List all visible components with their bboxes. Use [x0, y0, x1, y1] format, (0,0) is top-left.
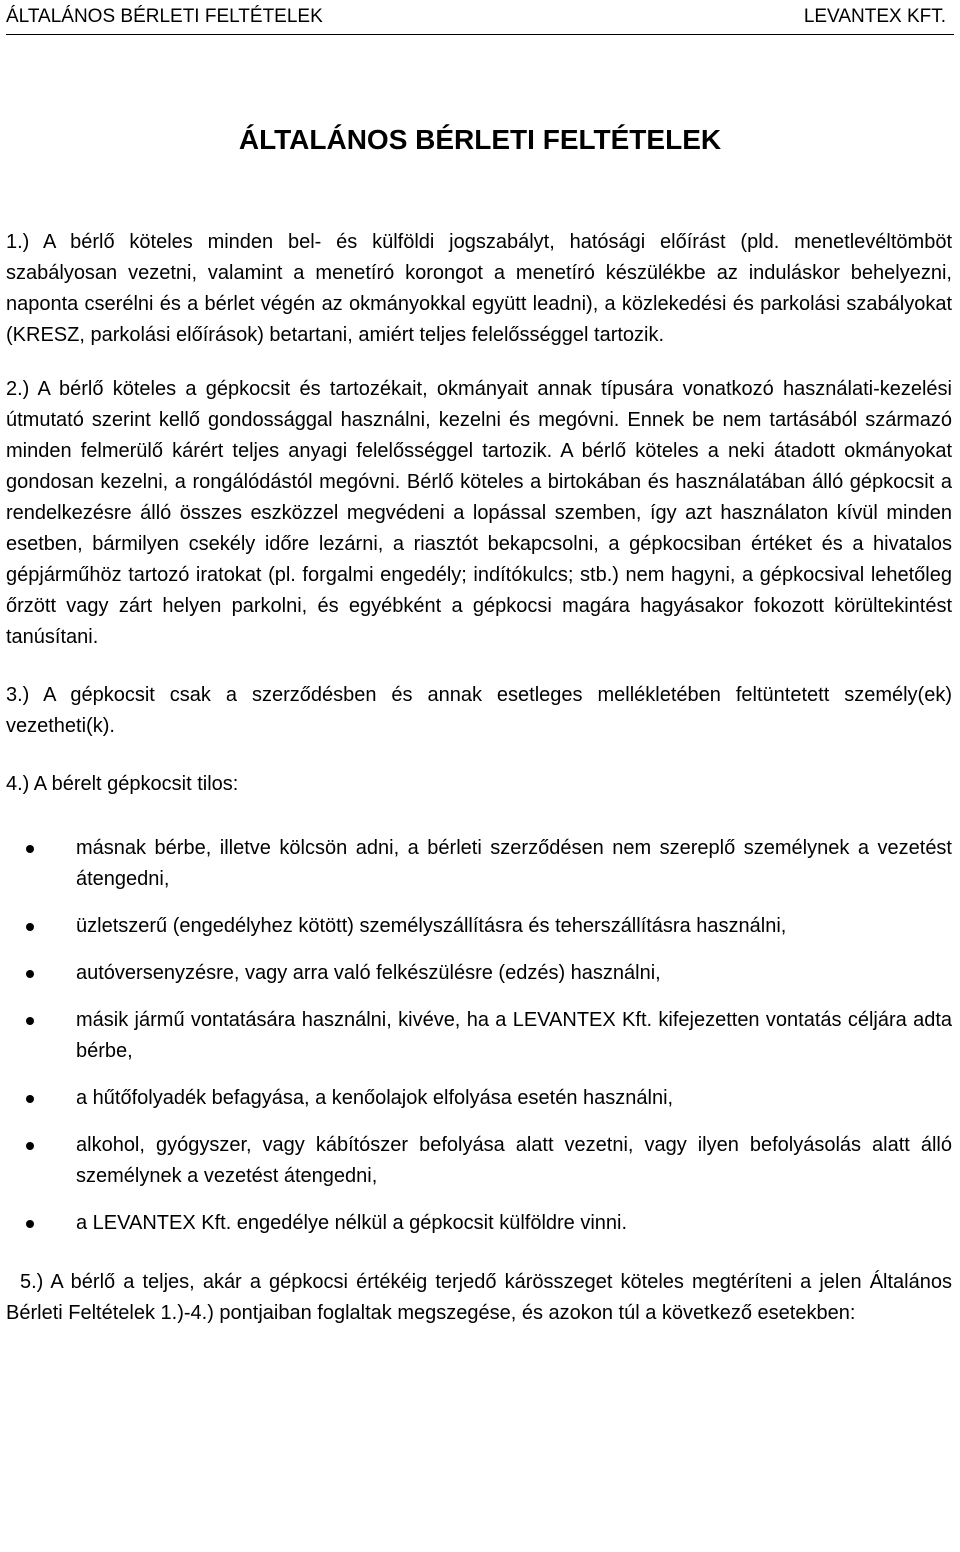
- list-item: [76, 1130, 952, 1192]
- page-header: [6, 4, 954, 35]
- bullet-icon: [26, 923, 34, 931]
- section-2: 2.) A bérlő köteles a gépkocsit és tartozékait, okmányait annak típusára vonatkozó használati-kezelési útmutató szerint kellő gondossággal használni, kezelni és megóvni. Ennek be nem tartásából származó minden felmerülő kárért teljes anyagi felelősséggel tartozik. A bérlő köteles a neki átadott okmányokat gondosan kezelni, a rongálódástól megóvni. Bérlő köteles a birtokában és használatában álló gépkocsit a rendelkezésre álló összes eszközzel megvédeni a lopással szemben, így azt használaton kívül minden esetben, bármilyen csekély időre lezárni, a riasztót bekapcsolni, a gépkocsiban értéket és a hivatalos gépjárműhöz tartozó iratokat (pl. forgalmi engedély; indítókulcs; stb.) nem hagyni, a gépkocsival lehetőleg őrzött vagy zárt helyen parkolni, és egyébként a gépkocsi magára hagyásakor fokozott körültekintést tanúsítani.: [6, 378, 952, 648]
- section-5: 5.) A bérlő a teljes, akár a gépkocsi értékéig terjedő kárösszeget köteles megtéríteni a jelen Általános Bérleti Feltételek 1.)-4.) pontjaiban foglaltak megszegése, és azokon túl a következő esetekben:: [6, 1271, 952, 1324]
- list-item-text: üzletszerű (engedélyhez kötött) személyszállításra és teherszállításra használni,: [76, 915, 787, 937]
- bullet-icon: [26, 1017, 34, 1025]
- list-item-text: a LEVANTEX Kft. engedélye nélkül a gépkocsit külföldre vinni.: [76, 1212, 628, 1234]
- list-item-text: a hűtőfolyadék befagyása, a kenőolajok elfolyása esetén használni,: [76, 1087, 674, 1109]
- list-item: [76, 833, 952, 895]
- list-item: [76, 911, 952, 942]
- document-body: [6, 227, 952, 1329]
- list-item-text: másnak bérbe, illetve kölcsön adni, a bérleti szerződésen nem szereplő személynek a vezetést átengedni,: [76, 837, 952, 890]
- header-company-name: LEVANTEX KFT.: [803, 6, 946, 27]
- list-item: [76, 958, 952, 989]
- bullet-icon: [26, 970, 34, 978]
- list-item: [76, 1083, 952, 1114]
- list-item: [76, 1208, 952, 1239]
- list-item-text: alkohol, gyógyszer, vagy kábítószer befolyása alatt vezetni, vagy ilyen befolyásolás alatt álló személynek a vezetést átengedni,: [76, 1134, 952, 1187]
- list-item-text: másik jármű vontatására használni, kivéve, ha a LEVANTEX Kft. kifejezetten vontatás céljára adta bérbe,: [76, 1009, 952, 1062]
- header-left-title: ÁLTALÁNOS BÉRLETI FELTÉTELEK: [6, 6, 323, 27]
- bullet-icon: [26, 1142, 34, 1150]
- prohibited-uses-list: [6, 833, 952, 1239]
- bullet-icon: [26, 845, 34, 853]
- document-title: ÁLTALÁNOS BÉRLETI FELTÉTELEK: [238, 124, 722, 155]
- section-3: 3.) A gépkocsit csak a szerződésben és annak esetleges mellékletében feltüntetett személy(ek) vezetheti(k).: [6, 684, 952, 737]
- list-item: [76, 1005, 952, 1067]
- bullet-icon: [26, 1095, 34, 1103]
- list-item-text: autóversenyzésre, vagy arra való felkészülésre (edzés) használni,: [76, 962, 661, 984]
- section-4: 4.) A bérelt gépkocsit tilos:: [6, 773, 239, 795]
- section-1: 1.) A bérlő köteles minden bel- és külföldi jogszabályt, hatósági előírást (pld. menetlevéltömböt szabályosan vezetni, valamint a menetíró korongot a menetíró készülékbe az induláskor behelyezni, naponta cserélni és a bérlet végén az okmányokkal együtt leadni), a közlekedési és parkolási szabályokat (KRESZ, parkolási előírások) betartani, amiért teljes felelősséggel tartozik.: [6, 231, 952, 346]
- bullet-icon: [26, 1220, 34, 1228]
